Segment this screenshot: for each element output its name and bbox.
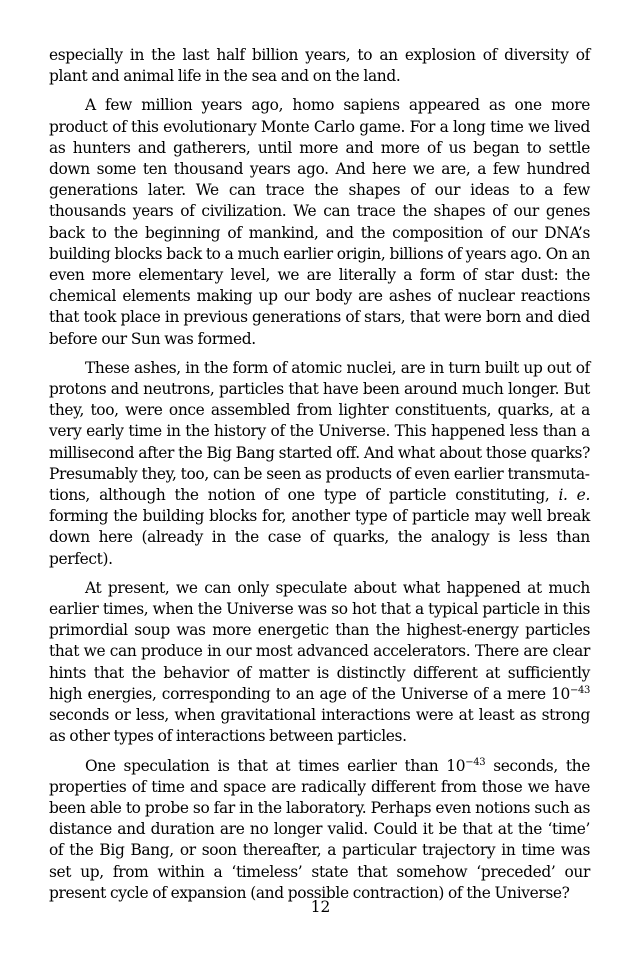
paragraph-text: A few million years ago, homo sapiens appeared as one more product of this evolutionary Monte Carlo game. For a long time we lived as hunters and gatherers, until more and more of us began to settle down some ten thousand years ago. And here we are, a few hundred generations later. We can trace the shapes of our ideas to a few thousands years of civilization. We can trace the shapes of our genes back to the beginning of mankind, and the composition of our DNA’s building blocks back to a much earlier origin, billions of years ago. On an even more elementary level, we are literally a form of star dust: the chemical elements making up our body are ashes of nuclear reactions that took place in previous generations of stars, that were born and died before our Sun was formed. xyxy=(49,96,590,348)
emphasis-ie: i. e. xyxy=(558,486,590,505)
paragraph-text-before: At present, we can only speculate about what happened at much earlier times, when the Universe was so hot that a typical particle in this primordial soup was more energetic than the highest-energy particles that we can produce in our most advanced accelerators. There are clear hints that the behavior of matter is distinctly different at sufficiently high energies, corresponding to an age of the Universe of a mere 10 xyxy=(49,578,590,703)
paragraph-time-and-space xyxy=(49,756,590,904)
paragraph-continuation xyxy=(49,45,590,87)
exponent: −43 xyxy=(465,756,486,768)
paragraph-text: especially in the last half billion years, to an explosion of diversity of plant and animal life in the sea and on the land. xyxy=(49,46,590,86)
paragraph-atomic-nuclei xyxy=(49,358,590,570)
page-body xyxy=(49,45,590,912)
exponent: −43 xyxy=(569,684,590,696)
paragraph-text-after: forming the building blocks for, another type of particle may well break down here (already in the case of quarks, the analogy is less than perfect). xyxy=(49,507,590,568)
paragraph-text-after: seconds, the properties of time and space are radically different from those we have been able to probe so far in the laboratory. Perhaps even notions such as distance and duration are no longer valid. Could it be that at the ‘time’ of the Big Bang, or soon thereafter, a particular trajectory in time was set up, from within a ‘timeless’ state that somehow ‘preceded’ our present cycle of expansion (and possible contraction) of the Universe? xyxy=(49,756,590,902)
page-number: 12 xyxy=(310,898,331,916)
paragraph-homo-sapiens xyxy=(49,95,590,349)
paragraph-text-after: seconds or less, when gravitational interactions were at least as strong as other types of interactions between particles. xyxy=(49,706,590,746)
paragraph-text-before: These ashes, in the form of atomic nuclei, are in turn built up out of protons and neutrons, particles that have been around much longer. But they, too, were once assembled from lighter constituents, quarks, at a very early time in the history of the Universe. This happened less than a millisecond after the Big Bang started off. And what about those quarks? Presumably they, too, can be seen as products of even earlier transmutations, although the notion of one type of particle constituting, xyxy=(49,358,590,505)
paragraph-text-before: One speculation is that at times earlier than 10 xyxy=(85,756,466,775)
paragraph-speculation-early-times xyxy=(49,578,590,748)
